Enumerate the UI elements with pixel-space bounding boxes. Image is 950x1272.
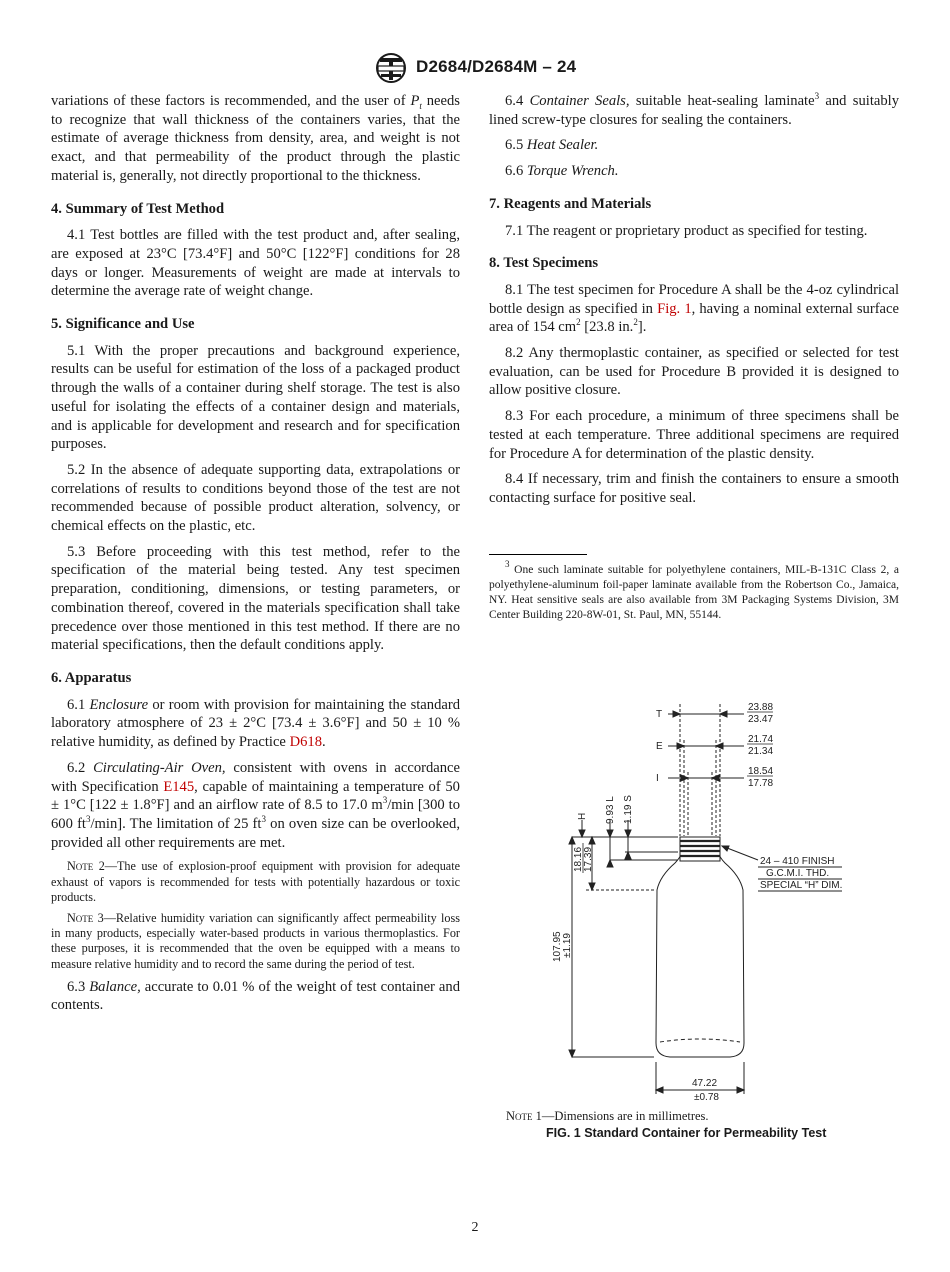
dim-width-bot: ±0.78 <box>694 1092 719 1100</box>
para-6-6: 6.6 Torque Wrench. <box>505 163 619 180</box>
footnote-3: $^3$ One such laminate suitable for polyethylene containers, MIL-B-131C Class 2, a polyethylene-aluminum foil-paper laminate available from the Robertson Co., Jamaica, NY. Heat sensitive seals are also available from 3M Packaging Systems Division, 3M Center Building 220-8W-01, St. Paul, MN, 55144. <box>489 558 899 622</box>
para-8-2: 8.2 Any thermoplastic container, as specified or selected for test evaluation, can be used for Procedure B provided it is designed to allow positive closure. <box>489 345 899 399</box>
dim-T-bot: 23.47 <box>748 714 774 725</box>
para-6-4: 6.4 Container Seals, suitable heat-sealing laminate$^3$ and suitably lined screw-type closures for sealing the containers. <box>489 91 899 128</box>
finish-line-2: G.C.M.I. THD. <box>766 868 830 879</box>
dim-L: 9.93 L <box>605 796 616 824</box>
label-I: I <box>656 773 659 784</box>
link-d618[interactable]: D618 <box>289 734 322 751</box>
finish-line-3: SPECIAL “H” DIM. <box>760 880 843 891</box>
para-7-1: 7.1 The reagent or proprietary product as specified for testing. <box>505 222 868 239</box>
dim-height-top: 107.95 <box>552 931 563 962</box>
note-2: Note 2—The use of explosion-proof equipment with provision for adequate exhaust of vapors is recommended for tests with potentially hazardous or toxic products. <box>51 859 460 904</box>
figure-note-1: Note 1—Dimensions are in millimetres. <box>506 1109 709 1123</box>
bottle-drawing <box>520 700 850 1100</box>
dim-neck-top: 18.16 <box>573 846 584 872</box>
dim-E-bot: 21.34 <box>748 746 774 757</box>
para-6-2: 6.2 Circulating-Air Oven, consistent with ovens in accordance with Specification E145, capable of maintaining a temperature of 50 ± 1°C [122 ± 1.8°F] and an airflow rate of 8.5 to 17.0 $m^3/\min$ [300 to 600 $ft^3/\min$]. The limitation of 25 $ft^3$ on oven size can be overlooked, provided all other requirements are met. <box>51 759 460 851</box>
intro-paragraph: variations of these factors is recommended, and the user of $P_t$ needs to recognize that wall thickness of the containers varies, that the estimate of average thickness from density, area, and weight is not exact, and that permeability of the product through the plastic material is, generally, not directly proportional to the thickness. <box>51 93 460 184</box>
para-6-5: 6.5 Heat Sealer. <box>505 137 599 154</box>
dim-E-top: 21.74 <box>748 734 774 745</box>
dim-S: 1.19 S <box>623 795 634 824</box>
para-5-2: 5.2 In the absence of adequate supporting data, extrapolations or correlations of results to conditions beyond those of the test are not recommended because of possible product alteration, solvency, or chemical effects on the plastic, etc. <box>51 461 460 535</box>
para-8-1: 8.1 The test specimen for Procedure A shall be the 4-oz cylindrical bottle design as specified in Fig. 1, having a nominal external surface area of 154 $cm^2$ [23.8 in.$^2$]. <box>489 281 899 336</box>
figure-caption: FIG. 1 Standard Container for Permeability Test <box>546 1126 827 1140</box>
section-4-heading: 4. Summary of Test Method <box>51 200 225 217</box>
section-6-heading: 6. Apparatus <box>51 669 132 686</box>
para-5-3: 5.3 Before proceeding with this test method, refer to the specification of the material being tested. Any test specimen preparation, conditioning, dimensions, or testing parameters, or combination thereof, covered in the materials specification shall take precedence over those mentioned in this test method. If there are no material specifications, then the default conditions apply. <box>51 543 460 654</box>
section-8-heading: 8. Test Specimens <box>489 255 599 272</box>
dim-I-top: 18.54 <box>748 766 774 777</box>
dim-width-top: 47.22 <box>692 1078 718 1089</box>
label-H: H <box>577 812 588 820</box>
label-T: T <box>656 709 663 720</box>
section-5-heading: 5. Significance and Use <box>51 316 195 333</box>
standard-designation: D2684/D2684M – 24 <box>416 57 577 76</box>
label-E: E <box>656 741 663 752</box>
page-header <box>0 52 950 84</box>
para-5-1: 5.1 With the proper precautions and background experience, results can be useful for estimation of the loss of a packaged product through the walls of a container during shelf storage. The test is also useful for isolating the effects of a container design and materials, and is applicable for development and research and for specification purposes. <box>51 342 460 453</box>
para-4-1: 4.1 Test bottles are filled with the test product and, after sealing, are exposed at 23°C [73.4°F] and 50°C [122°F] conditions for 28 days or longer. Measurements of weight are made at intervals to determine the average rate of weight change. <box>51 227 460 300</box>
link-fig-1[interactable]: Fig. 1 <box>657 300 692 317</box>
dim-I-bot: 17.78 <box>748 778 774 789</box>
right-column <box>489 92 899 630</box>
para-8-3: 8.3 For each procedure, a minimum of three specimens shall be tested at each temperature. Three additional specimens are required for Procedure A for determination of the plastic density. <box>489 408 899 462</box>
footnote-divider <box>489 554 587 555</box>
link-e145[interactable]: E145 <box>163 778 195 795</box>
note-3: Note 3—Relative humidity variation can significantly affect permeability loss in many products, especially water-based products in various thermoplastics. For these purposes, it is recommended that the oven be equipped with a means to measure relative humidity and to record the same during the period of test. <box>51 910 460 971</box>
page-number: 2 <box>471 1220 479 1235</box>
para-6-1: 6.1 Enclosure or room with provision for maintaining the standard laboratory atmosphere of 23 ± 2°C [73.4 ± 3.6°F] and 50 ± 10 % relative humidity, as defined by Practice D618. <box>51 696 461 751</box>
para-8-4: 8.4 If necessary, trim and finish the containers to ensure a smooth contacting surface for positive seal. <box>489 471 899 506</box>
para-6-3: 6.3 Balance, accurate to 0.01 % of the weight of test container and contents. <box>51 978 460 1014</box>
section-7-heading: 7. Reagents and Materials <box>489 195 652 212</box>
astm-logo-icon <box>372 52 410 84</box>
bottle-outline <box>656 842 744 1057</box>
dim-T-top: 23.88 <box>748 702 774 713</box>
left-column <box>51 92 460 1022</box>
dim-neck-bot: 17.39 <box>583 846 594 872</box>
finish-line-1: 24 – 410 FINISH <box>760 856 835 867</box>
dim-height-bot: ±1.19 <box>562 933 573 958</box>
